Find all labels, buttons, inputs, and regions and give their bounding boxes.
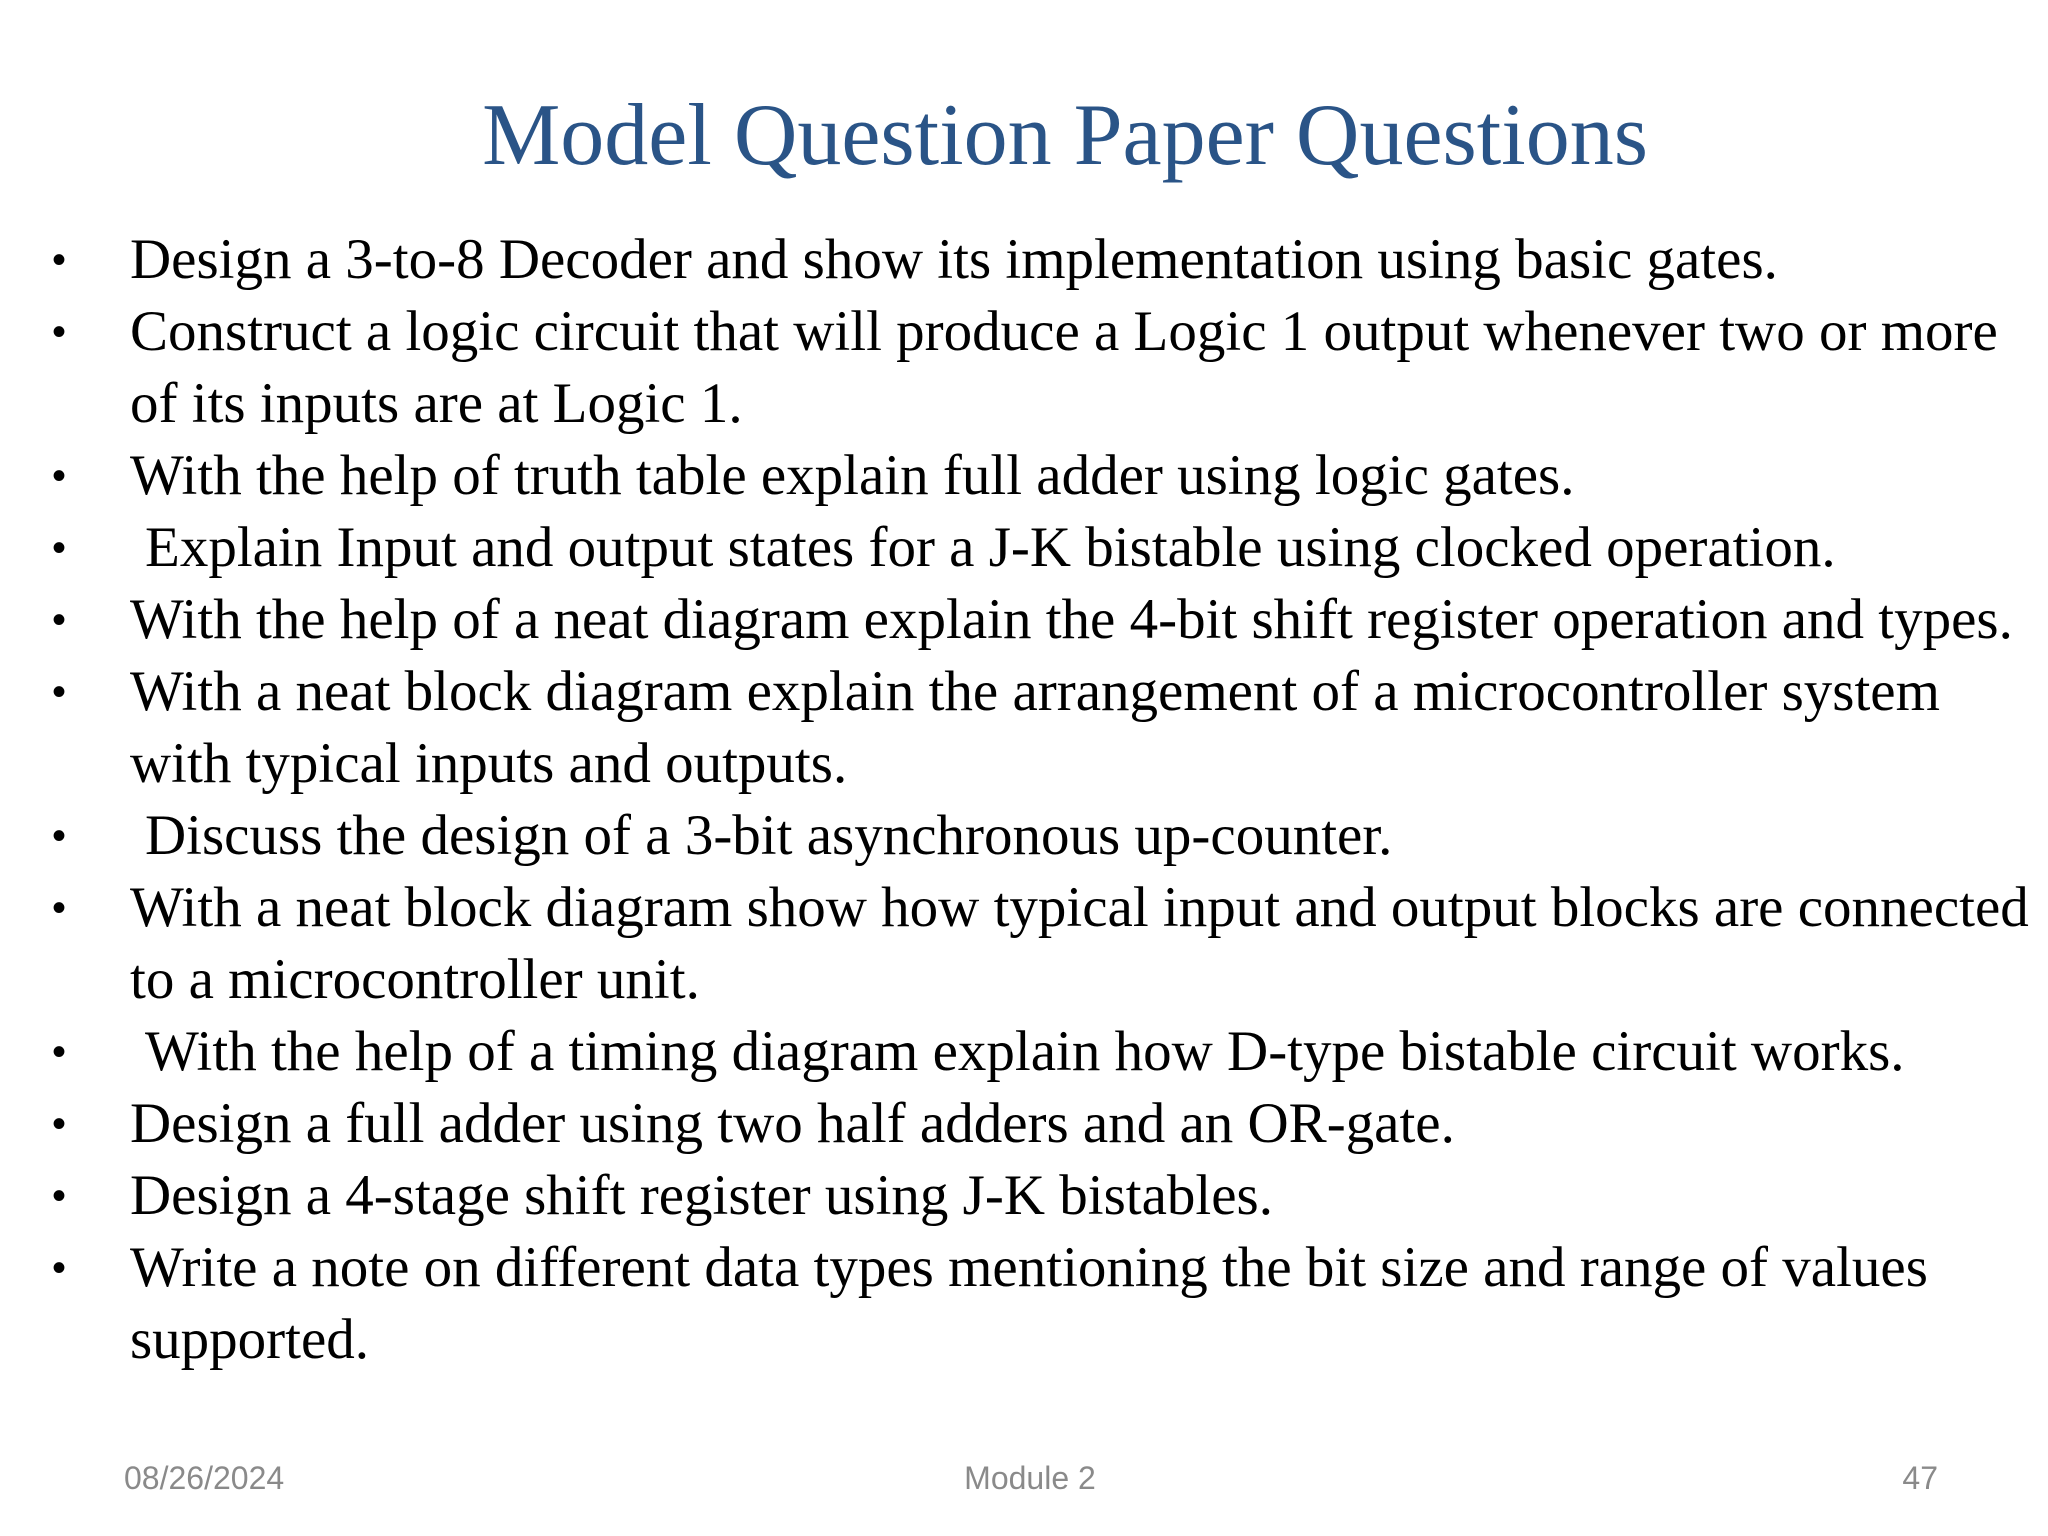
question-text: Construct a logic circuit that will produce a Logic 1 output whenever two or more of its inputs are at Logic 1.	[130, 300, 1998, 435]
bullet-icon: •	[52, 886, 67, 930]
list-item	[0, 800, 2048, 872]
bullet-icon: •	[52, 1174, 67, 1218]
question-text: Design a 3-to-8 Decoder and show its implementation using basic gates.	[130, 228, 1778, 291]
bullet-icon: •	[52, 526, 67, 570]
question-text: With the help of truth table explain full adder using logic gates.	[130, 444, 1575, 507]
question-text: With the help of a timing diagram explain how D-type bistable circuit works.	[145, 1020, 1905, 1083]
question-text: Discuss the design of a 3-bit asynchronous up-counter.	[145, 804, 1393, 867]
bullet-icon: •	[52, 310, 67, 354]
list-item	[0, 584, 2048, 656]
footer-module: Module 2	[964, 1460, 1096, 1496]
list-item	[0, 440, 2048, 512]
list-item	[0, 656, 2048, 800]
bullet-icon: •	[52, 670, 67, 714]
bullet-icon: •	[52, 598, 67, 642]
footer-date: 08/26/2024	[124, 1460, 285, 1496]
question-text: With a neat block diagram explain the arrangement of a microcontroller system with typical inputs and outputs.	[130, 660, 1940, 795]
list-item	[0, 224, 2048, 296]
question-text: Write a note on different data types mentioning the bit size and range of values supported.	[130, 1236, 1928, 1371]
list-item	[0, 1016, 2048, 1088]
list-item	[0, 1088, 2048, 1160]
question-text: Explain Input and output states for a J-K bistable using clocked operation.	[145, 516, 1836, 579]
bullet-icon: •	[52, 238, 67, 282]
list-item	[0, 1232, 2048, 1376]
bullet-icon: •	[52, 814, 67, 858]
bullet-icon: •	[52, 454, 67, 498]
question-text: Design a full adder using two half adders and an OR-gate.	[130, 1092, 1455, 1155]
list-item	[0, 872, 2048, 1016]
slide-title: Model Question Paper Questions	[482, 87, 1648, 184]
list-item	[0, 1160, 2048, 1232]
bullet-icon: •	[52, 1030, 67, 1074]
bullet-icon: •	[52, 1102, 67, 1146]
question-list	[0, 224, 2048, 1376]
list-item	[0, 296, 2048, 440]
question-text: Design a 4-stage shift register using J-K bistables.	[130, 1164, 1273, 1227]
bullet-icon: •	[52, 1246, 67, 1290]
question-text: With a neat block diagram show how typical input and output blocks are connected to a microcontroller unit.	[130, 876, 2029, 1011]
list-item	[0, 512, 2048, 584]
question-text: With the help of a neat diagram explain the 4-bit shift register operation and types.	[130, 588, 2013, 651]
footer-page-number: 47	[1902, 1460, 1938, 1496]
